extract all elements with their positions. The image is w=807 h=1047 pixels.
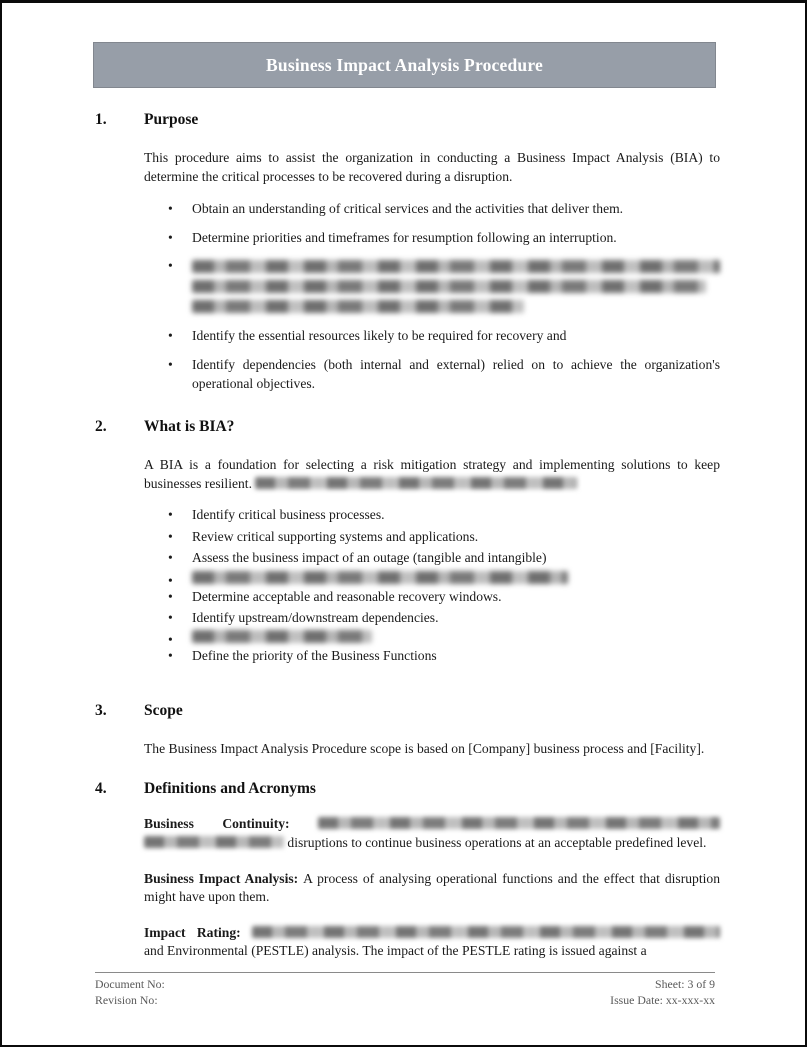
footer-right <box>610 976 715 1008</box>
section-3-intro: The Business Impact Analysis Procedure scope is based on [Company] business process and [Facility]. <box>144 740 705 756</box>
section-3-title: Scope <box>144 701 183 719</box>
section-1-intro: This procedure aims to assist the organization in conducting a Business Impact Analysis (BIA) to determine the critical processes to be recovered during a disruption. <box>144 150 720 184</box>
bullet-item: • Identify the essential resources likely to be required for recovery and <box>144 327 720 346</box>
section-2-heading <box>95 417 716 436</box>
definition-text: A process of analysing operational functions and the effect that disruption might have upon them. <box>144 870 720 905</box>
redacted-line <box>192 300 524 313</box>
definition-term: Impact Rating: <box>144 924 252 940</box>
section-3-heading <box>95 701 716 720</box>
bullet-item: • Identify critical business processes. <box>144 505 720 524</box>
footer-issue-date: Issue Date: xx-xxx-xx <box>610 993 715 1007</box>
section-2-title: What is BIA? <box>144 418 235 436</box>
definition-impact-rating <box>144 924 720 961</box>
definition-business-impact-analysis <box>144 870 720 907</box>
bullet-item: • Identify dependencies (both internal and external) relied on to achieve the organization's operational objectives. <box>144 356 720 393</box>
section-3-number: 3. <box>95 701 107 719</box>
redacted-line <box>192 280 706 293</box>
section-3-body <box>144 740 720 759</box>
section-2-intro <box>144 456 720 493</box>
bullet-item: • Obtain an understanding of critical services and the activities that deliver them. <box>144 200 720 219</box>
footer-revision-no: Revision No: <box>95 993 158 1007</box>
section-2-body <box>144 456 720 666</box>
section-1-bullets <box>144 200 720 393</box>
section-1-number: 1. <box>95 111 107 128</box>
redacted-inline <box>252 926 720 938</box>
bullet-item: • Determine priorities and timeframes for resumption following an interruption. <box>144 229 720 248</box>
section-4-heading <box>95 779 716 798</box>
definition-term: Business Continuity: <box>144 816 318 832</box>
section-4-body <box>144 815 720 961</box>
bullet-item: • Identify upstream/downstream dependencies. <box>144 608 720 627</box>
section-2-number: 2. <box>95 418 107 436</box>
title-banner <box>93 42 716 88</box>
definition-text: and Environmental (PESTLE) analysis. The impact of the PESTLE rating is issued against a <box>144 943 647 959</box>
redacted-text-block <box>192 257 720 317</box>
bullet-item-redacted <box>144 571 720 584</box>
footer-left <box>95 976 165 1008</box>
bullet-item: • Define the priority of the Business Functions <box>144 646 720 665</box>
redacted-line <box>192 630 372 643</box>
definition-business-continuity <box>144 815 720 852</box>
redacted-line <box>192 571 568 584</box>
definition-text: disruptions to continue business operations at an acceptable predefined level. <box>284 834 707 850</box>
section-1-title: Purpose <box>144 111 199 128</box>
section-1-heading <box>95 110 716 129</box>
bullet-item: • Review critical supporting systems and applications. <box>144 527 720 546</box>
bullet-item-redacted <box>144 257 720 317</box>
redacted-inline <box>255 477 577 489</box>
bullet-item: • Assess the business impact of an outage (tangible and intangible) <box>144 548 720 567</box>
section-4-title: Definitions and Acronyms <box>144 780 316 798</box>
footer-sheet: Sheet: 3 of 9 <box>655 977 715 991</box>
redacted-inline <box>144 836 284 848</box>
bullet-item: • Determine acceptable and reasonable recovery windows. <box>144 587 720 606</box>
section-4-number: 4. <box>95 780 107 798</box>
section-1-body <box>144 149 720 393</box>
section-2-intro-text: A BIA is a foundation for selecting a risk mitigation strategy and implementing solutions to keep businesses resilient. <box>144 457 720 491</box>
page-footer <box>95 972 715 1008</box>
footer-document-no: Document No: <box>95 977 165 991</box>
definition-term: Business Impact Analysis: <box>144 870 304 886</box>
redacted-line <box>192 260 720 273</box>
redacted-inline <box>318 817 720 829</box>
bullet-item-redacted <box>144 630 720 643</box>
document-title: Business Impact Analysis Procedure <box>266 54 543 75</box>
section-2-bullets <box>144 505 720 665</box>
